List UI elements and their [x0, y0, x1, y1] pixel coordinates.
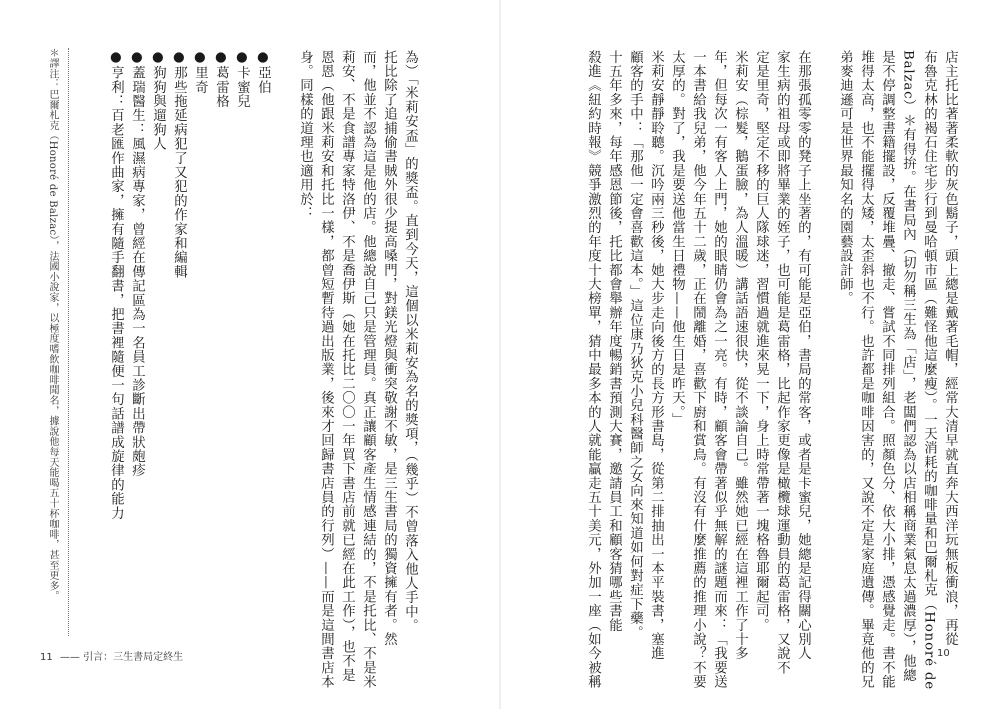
text-column: 恩恩（他跟米莉安和托比一樣，都曾短暫待過出版業，後來才回歸書店員的行列）——而是這間書店本 [318, 50, 334, 689]
text-column: 店主托比著著柔軟的灰色鬍子，頭上總是戴著毛帽，經常大清早就直奔大西洋玩無板衝浪，再從 [942, 50, 958, 647]
text-column: 一本書給我兒弟，他今年五十二歲，正在鬧離婚，喜歡下廚和賞鳥。有沒有什麼推薦的推理小說？不要 [690, 50, 706, 689]
running-title: 引言：三生書局定終生 [83, 652, 184, 663]
text-column: 米莉安靜靜聆聽。沉吟兩三秒後，她大步走向後方的長方形書島，從第二排抽出一本平裝書，塞進 [648, 50, 664, 661]
text-column: 是不停調整書籍擺設，反覆堆疊、撤走、嘗試不同排列組合。照顏色分、依大小排，憑感覺走。書不能 [879, 50, 895, 689]
bullet-item: ●卡蜜兒 [234, 50, 250, 109]
text-column: 為）「米莉安盃」的獎盃。直到今天，這個以米莉安為名的獎項，（幾乎）不曾落入他人手中。 [402, 50, 418, 633]
bullet-item: ●亨利：百老匯作曲家，擁有隨手翻書，把書裡隨便一句話譜成旋律的能力 [108, 50, 124, 521]
bullet-item: ●葛雷格 [213, 50, 229, 109]
footnote-divider [68, 48, 69, 636]
text-column: 莉安、不是食譜專家特洛伊、不是喬伊斯（她在托比二〇〇一年買下書店前就已經在此工作），也不是 [339, 50, 355, 683]
text-column: 托比除了追捕偷書賊外很少提高嗓門，對鎂光燈與衝突敬謝不敏，是三生書局的獨資擁有者。然 [381, 50, 397, 647]
bullet-item: ●里奇 [192, 50, 208, 95]
text-column: 年，但每次一有客人上門，她的眼睛仍會為之一亮。有時，顧客會帶著似乎無解的謎題而來：「我要送 [711, 50, 727, 689]
page-number: 11 [40, 652, 53, 663]
text-column: 定是里奇，堅定不移的巨人隊球迷，習慣過就進來晃一下，身上時常帶著一塊格魯耶爾起司。 [753, 50, 769, 633]
bullet-item: ●狗狗與遛狗人 [150, 50, 166, 151]
footnote: ＊譯注：巴爾札克（Honoré de Balzac），法國小說家，以極度嗜飲咖啡聞名，據說他每天能喝五十杯咖啡，甚至更多。 [47, 48, 58, 602]
bullet-item: ●蓋瑞醫生：風濕病專家，曾經在傳記區為一名員工診斷出帶狀皰疹 [129, 50, 145, 478]
text-column: 而，他並不認為這是他的店。他總說自己只是管理員。真正讓顧客產生情感連結的，不是托比、不是米 [360, 50, 376, 689]
text-column: 在那張孤零零的凳子上坐著的，有可能是亞伯，書局的常客，或者是卡蜜兒，她總是記得關心別人 [795, 50, 811, 661]
text-column: 身。同樣的道理也適用於： [297, 50, 313, 221]
right-page [500, 0, 1000, 709]
text-column: 顧客的手中：「那他一定會喜歡這本。」這位康乃狄克小兒科醫師之女向來知道如何對症下藥。 [627, 50, 643, 640]
text-column: 殺進《紐約時報》競爭激烈的年度十大榜單，猜中最多本的人就能贏走五十美元，外加一座（如今被稱 [585, 50, 601, 689]
text-column: Balzac）＊有得拚。在書局內（切勿稱三生為「店」，老闆們認為以店相稱商業氣息太過濃厚），他總 [900, 50, 916, 683]
bullet-item: ●那些拖延病犯了又犯的作家和編輯 [171, 50, 187, 279]
page-footer [40, 648, 183, 663]
text-column: 十五年多來，每年感恩節後，托比都會舉辦年度暢銷書預測大賽，邀請員工和顧客猜哪些書能 [606, 50, 622, 633]
text-column: 家生病的祖母或即將畢業的姪子，也可能是葛雷格，比起作家更像是橄欖球運動員的葛雷格，又說不 [774, 50, 790, 675]
text-column: 米莉安（棕髮，鵝蛋臉，為人溫暖）講話語速很快，從不談論自己。雖然她已經在這裡工作了十多 [732, 50, 748, 661]
bullet-item: ●亞伯 [255, 50, 271, 95]
page-number: 10 [937, 648, 950, 659]
text-column: 弟麥迪遜可是世界最知名的園藝設計師。 [837, 50, 853, 306]
footer-dash: —— [59, 652, 80, 663]
text-column: 堆得太高，也不能擺得太矮，太歪斜也不行。也許都是咖啡因害的，又說不定是家庭遺傳。畢竟他的兄 [858, 50, 874, 689]
text-column: 太厚的。對了，我是要送他當生日禮物——他生日是昨天。」 [669, 50, 685, 427]
text-column: 布魯克林的褐石住宅步行到曼哈頓市區（難怪他這麼瘦）。一天消耗的咖啡量和巴爾札克（Honoré de [921, 50, 937, 691]
